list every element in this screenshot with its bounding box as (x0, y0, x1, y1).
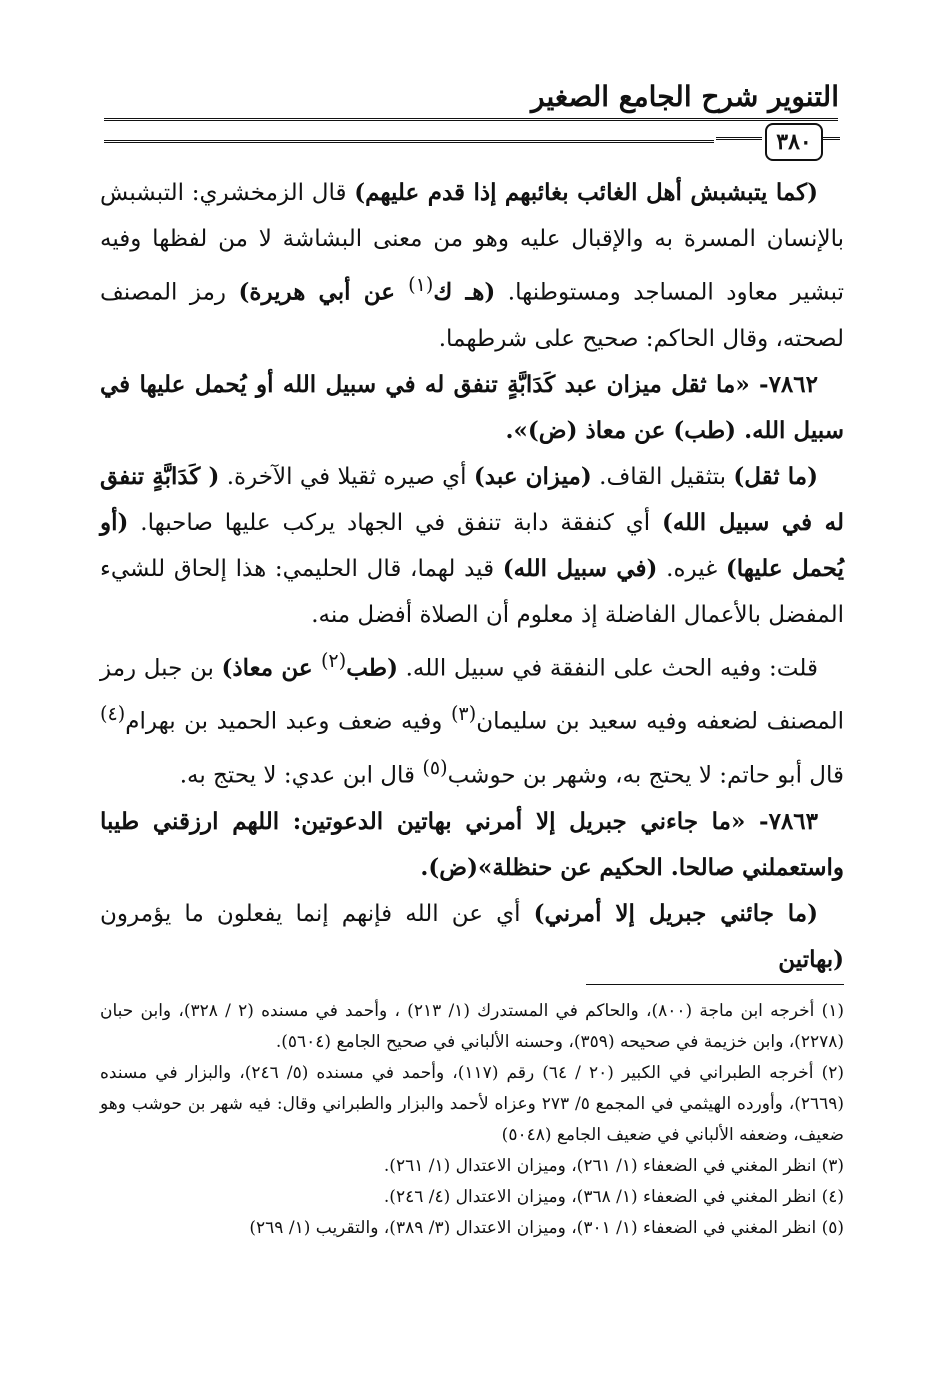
quoted-phrase: (أو يُحمل عليها) (100, 508, 844, 582)
page-number-rule-left (716, 137, 762, 140)
commentary-text: غيره. (657, 555, 726, 582)
commentary-text: قال الزمخشري: التبشبش بالإنسان المسرة به والإقبال عليه وهو من معنى البشاشة لا من لفظها وفيه تبشير معاود المساجد ومستوطنها. (100, 180, 845, 306)
footnote-ref: (٣) (450, 702, 477, 726)
footnote-ref: (٤) (100, 702, 126, 726)
footnote-divider (586, 984, 844, 985)
footnote-ref: (١) (408, 273, 434, 296)
commentary-text: قال ابن عدي: لا يحتج به. (179, 762, 423, 789)
commentary-text: أي صيره ثقيلا في الآخرة. (219, 463, 474, 490)
footnote-2: (٢) أخرجه الطبراني في الكبير (٢٠ / ٦٤) رقم (١١٧)، وأحمد في مسنده (٥/ ٢٤٦)، والبزار في مسنده (٢٦٦٩)، وأورده الهيثمي في المجمع ٥/ ٢٧٣ وعزاه لأحمد والبزار والطبراني وقال: فيه شهر بن حوشب وهو ضعيف، وضعفه الألباني في ضعيف الجامع (٥٠٤٨) (100, 1063, 844, 1145)
footnote-5: (٥) انظر المغني في الضعفاء (١/ ٣٠١)، وميزان الاعتدال (٣/ ٣٨٩)، والتقريب (١/ ٢٦٩) (249, 1218, 844, 1238)
quoted-phrase: (بهاتين (778, 945, 844, 973)
footnote-ref: (٢) (320, 648, 347, 672)
commentary-text: قلت: وفيه الحث على النفقة في سبيل الله. (397, 655, 818, 682)
page-number-rule (104, 140, 714, 143)
quoted-phrase: (ميزان عبد) (473, 462, 592, 490)
main-text (100, 170, 844, 983)
commentary-paragraph (100, 170, 844, 362)
quoted-phrase: ( كَدَابَّةٍ تنفق له في سبيل الله) (100, 462, 844, 536)
page-number-rule-right (822, 137, 840, 140)
footnote-4: (٤) انظر المغني في الضعفاء (١/ ٣٦٨)، وميزان الاعتدال (٤/ ٢٤٦). (383, 1187, 844, 1207)
quoted-phrase: (كما يتبشبش أهل الغائب بغائبهم إذا قدم عليهم) (354, 179, 818, 206)
commentary-paragraph (100, 638, 844, 799)
narrator-ref: عن أبي هريرة) (238, 278, 409, 306)
source-ref: (هـ ك (433, 278, 496, 306)
book-title: التنوير شرح الجامع الصغير (531, 80, 839, 113)
narrator-ref: عن معاذ) (221, 654, 321, 682)
hadith-7862: ٧٨٦٢- «ما ثقل ميزان عبد كَدَابَّةٍ تنفق له في سبيل الله أو يُحمل عليها في سبيل الله. (طب) عن معاذ (ض)». (100, 370, 844, 444)
commentary-text: أي عن الله فإنهم إنما يفعلون ما يؤمرون (100, 900, 534, 927)
header-divider (104, 118, 838, 121)
commentary-paragraph (100, 454, 844, 638)
quoted-phrase: (ما جائني جبريل إلا أمرني) (533, 899, 818, 927)
commentary-text: رمز المصنف لصحته، وقال الحاكم: صحيح على شرطهما. (100, 279, 844, 352)
footnote-1: (١) أخرجه ابن ماجة (٨٠٠)، والحاكم في المستدرك (١/ ٢١٣) ، وأحمد في مسنده (٢ / ٣٢٨)، وابن حبان (٢٢٧٨)، وابن خزيمة في صحيحه (٣٥٩)، وحسنه الألباني في صحيح الجامع (٥٦٠٤). (100, 1001, 844, 1052)
hadith-7863: ٧٨٦٣- «ما جاءني جبريل إلا أمرني بهاتين الدعوتين: اللهم ارزقني طيبا واستعملني صالحا. الحكيم عن حنظلة»(ض). (100, 807, 844, 881)
commentary-text: بن جبل رمز المصنف لضعفه وفيه سعيد بن سليمان (100, 655, 844, 735)
commentary-text: قيد لهما، قال الحليمي: هذا إلحاق للشيء المفضل بالأعمال الفاضلة إذ معلوم أن الصلاة أفضل منه. (100, 555, 844, 628)
footnotes (100, 996, 844, 1244)
page-number: ٣٨٠ (765, 123, 823, 161)
quoted-phrase: (ما ثقل) (733, 462, 819, 490)
commentary-paragraph (100, 891, 844, 983)
source-ref: (طب (346, 654, 398, 682)
commentary-text: قال أبو حاتم: لا يحتج به، وشهر بن حوشب (447, 762, 844, 789)
footnote-3: (٣) انظر المغني في الضعفاء (١/ ٢٦١)، وميزان الاعتدال (١/ ٢٦١). (383, 1156, 844, 1176)
footnote-ref: (٥) (422, 755, 448, 779)
commentary-text: وفيه ضعف وعبد الحميد بن بهرام (125, 708, 451, 735)
commentary-text: بتثقيل القاف. (591, 463, 734, 490)
commentary-text: أي كنفقة دابة تنفق في الجهاد يركب عليها صاحبها. (128, 509, 662, 536)
quoted-phrase: (في سبيل الله) (502, 554, 658, 582)
